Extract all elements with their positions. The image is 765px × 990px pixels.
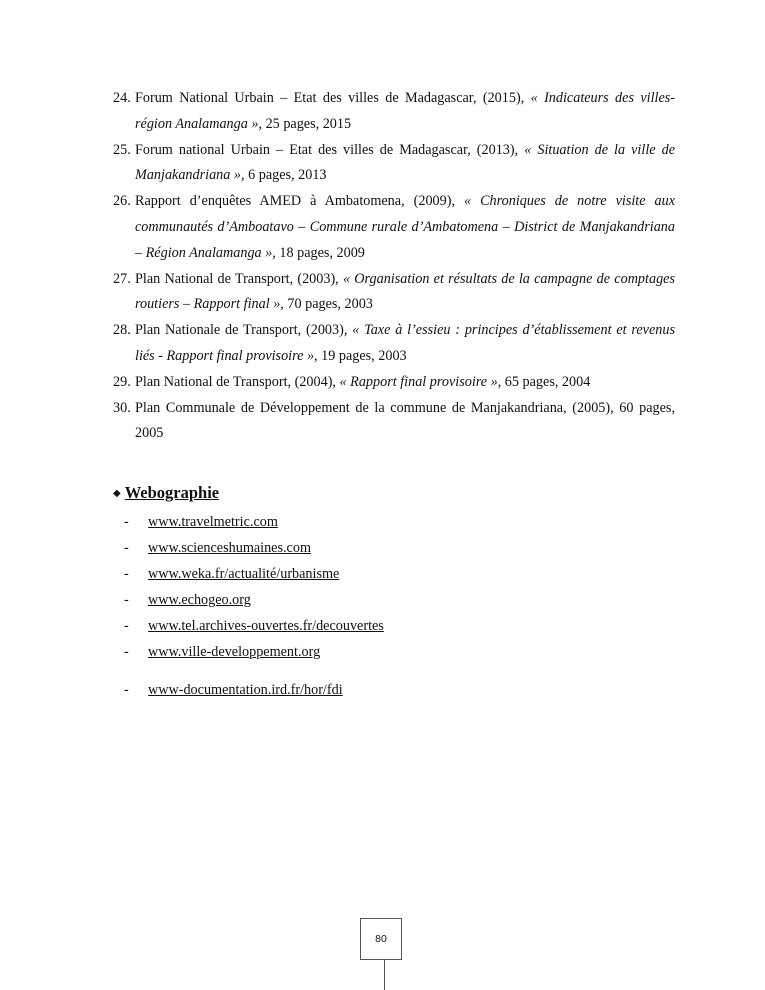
- dash-bullet: -: [124, 644, 129, 660]
- reference-details: 18 pages, 2009: [275, 244, 365, 261]
- reference-number: 29.: [113, 373, 131, 390]
- web-link[interactable]: www.travelmetric.com: [148, 514, 278, 530]
- web-link[interactable]: www.tel.archives-ouvertes.fr/decouvertes: [148, 618, 384, 634]
- dash-bullet: -: [124, 682, 129, 698]
- reference-number: 28.: [113, 322, 131, 339]
- bibliography-list: [113, 86, 675, 447]
- web-link[interactable]: www-documentation.ird.fr/hor/fdi: [148, 682, 343, 698]
- reference-number: 30.: [113, 399, 131, 416]
- list-item: [124, 677, 384, 703]
- web-link[interactable]: www.echogeo.org: [148, 592, 251, 608]
- list-item: [124, 587, 384, 613]
- reference-details: 65 pages, 2004: [501, 373, 591, 390]
- web-link[interactable]: www.weka.fr/actualité/urbanisme: [148, 566, 340, 582]
- list-item: [124, 613, 384, 639]
- reference-source: Plan Communale de Développement de la commune de Manjakandriana, (2005), 60 pages, 2005: [135, 399, 675, 442]
- reference-number: 27.: [113, 270, 131, 287]
- reference-25: [113, 138, 675, 190]
- reference-details: , 19 pages, 2003: [314, 347, 407, 364]
- reference-28: [113, 318, 675, 370]
- reference-title: « Situation de la ville de Manjakandriana »,: [135, 141, 675, 184]
- dash-bullet: -: [124, 618, 129, 634]
- reference-source: Plan National de Transport, (2004),: [135, 373, 340, 390]
- reference-number: 26.: [113, 193, 131, 210]
- reference-number: 25.: [113, 141, 131, 158]
- reference-title: « Organisation et résultats de la campagne de comptages routiers – Rapport final »,: [135, 270, 675, 313]
- dash-bullet: -: [124, 592, 129, 608]
- reference-source: Forum national Urbain – Etat des villes de Madagascar, (2013),: [135, 141, 525, 158]
- web-link[interactable]: www.scienceshumaines.com: [148, 540, 311, 556]
- reference-details: 70 pages, 2003: [283, 296, 373, 313]
- webographie-heading: [113, 481, 219, 506]
- dash-bullet: -: [124, 566, 129, 582]
- footer-divider: [384, 960, 385, 990]
- webographie-list: [124, 509, 384, 703]
- reference-title: « Taxe à l’essieu : principes d’établissement et revenus liés - Rapport final provisoire »: [135, 322, 675, 364]
- reference-number: 24.: [113, 90, 131, 106]
- dash-bullet: -: [124, 540, 129, 556]
- reference-source: Forum National Urbain – Etat des villes de Madagascar, (2015),: [135, 90, 531, 106]
- reference-title: « Indicateurs des villes-région Analamanga »,: [135, 90, 675, 132]
- reference-26: [113, 189, 675, 266]
- reference-30: [113, 396, 675, 448]
- diamond-bullet-icon: ◆: [113, 488, 121, 499]
- page-number: 80: [360, 918, 402, 960]
- dash-bullet: -: [124, 514, 129, 530]
- list-item: [124, 561, 384, 587]
- reference-details: 25 pages, 2015: [262, 115, 352, 132]
- webographie-title: Webographie: [124, 483, 220, 502]
- reference-source: Rapport d’enquêtes AMED à Ambatomena, (2009),: [135, 193, 464, 210]
- reference-details: 6 pages, 2013: [244, 167, 327, 184]
- reference-24: [113, 86, 675, 138]
- reference-source: Plan Nationale de Transport, (2003),: [135, 322, 353, 339]
- list-item: [124, 639, 384, 665]
- reference-source: Plan National de Transport, (2003),: [135, 270, 343, 287]
- web-link[interactable]: www.ville-developpement.org: [148, 644, 321, 660]
- reference-27: [113, 267, 675, 319]
- reference-title: « Chroniques de notre visite aux communautés d’Amboatavo – Commune rurale d’Ambatomena – District de Manjakandriana – Région Analamanga »,: [135, 193, 675, 261]
- list-item: [124, 535, 384, 561]
- reference-title: « Rapport final provisoire »,: [339, 373, 502, 390]
- list-item: [124, 509, 384, 535]
- reference-29: [113, 370, 675, 396]
